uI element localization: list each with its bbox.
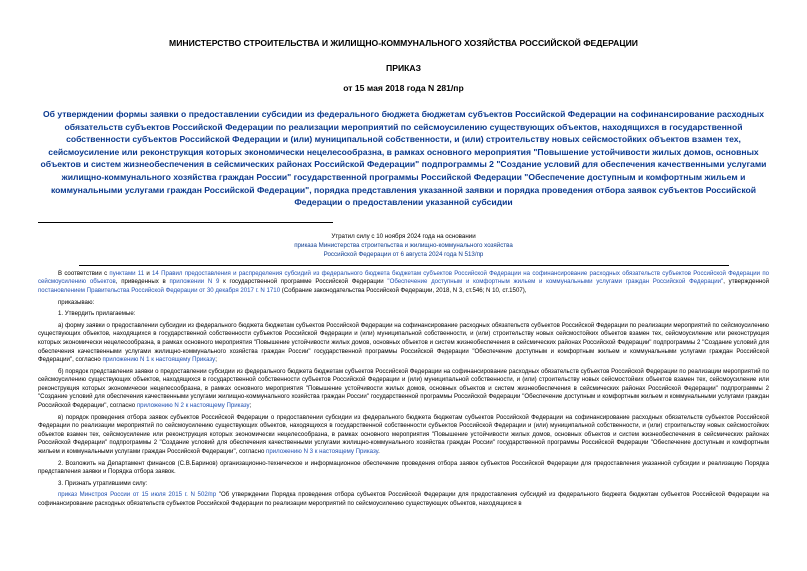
paragraph-item-v: [38, 414, 769, 457]
paragraph-item-b: [38, 368, 769, 411]
link-state-program[interactable]: "Обеспечение доступным и комфортным жильем и коммунальными услугами граждан Российской Федерации": [387, 278, 724, 286]
link-appendix-2[interactable]: приложению N 2 к настоящему Приказу: [136, 402, 250, 410]
paragraph-item-a: [38, 322, 769, 365]
text: "Об утверждении Порядка проведения отбора субъектов Российской Федерации для предоставления субсидий из федерального бюджета бюджетам субъектов Российской Федерации на софинансирование расходных обязательств субъектов Российской Федерации по реализации мероприятий по сейсмоусилению существующих объектов, находящихся в: [38, 491, 769, 507]
text: , приведенных в: [115, 278, 170, 286]
separator-line: [38, 222, 333, 223]
lapsed-line-1: Утратил силу с 10 ноября 2024 года на основании: [331, 232, 476, 240]
lapsed-notice: [38, 232, 769, 259]
ministry-heading: МИНИСТЕРСТВО СТРОИТЕЛЬСТВА И ЖИЛИЩНО-КОММУНАЛЬНОГО ХОЗЯЙСТВА РОССИЙСКОЙ ФЕДЕРАЦИИ: [169, 38, 638, 48]
text: .: [378, 448, 380, 456]
link-subsidy-rules[interactable]: Правил предоставления и распределения субсидий из федерального бюджета бюджетам субъектов Российской Федерации на софинансирование расходных обязательств субъектов Российской Федерации по сейсмоусилению объектов: [38, 269, 770, 286]
lapsed-order-date-link[interactable]: Российской Федерации от 6 августа 2024 года N 513/пр: [323, 250, 484, 258]
text: , утвержденной: [723, 278, 769, 286]
lapsed-order-link[interactable]: приказа Министерства строительства и жилищно-коммунального хозяйства: [294, 241, 513, 249]
document-title: [38, 108, 769, 209]
text: б) порядок представления заявки о предоставлении субсидии из федерального бюджета бюджетам субъектов Российской Федерации на софинансирование расходных обязательств субъектов Российской Федерации по реализации мероприятий по сейсмоусилению существующих объектов, находящихся в государственной собственности субъектов Российской Федерации и (или) муниципальной собственности, и (или) строительству новых сейсмостойких объектов взамен тех, сейсмоусиление или реконструкция которых экономически нецелесообразна, в рамках основного мероприятия "Повышение устойчивости жилых домов, основных объектов и систем жизнеобеспечения в сейсмических районах Российской Федерации" подпрограммы 2 "Создание условий для обеспечения качественными услугами жилищно-коммунального хозяйства граждан России" государственной программы Российской Федерации "Обеспечение доступным и комфортным жильем и коммунальными услугами граждан Российской Федерации", согласно: [38, 367, 769, 410]
paragraph-item-3: 3. Признать утратившими силу:: [58, 479, 148, 487]
text: ;: [215, 356, 217, 364]
title-suffix: , порядка представления указанной заявки и порядка проведения отбора заявок субъектов Российской Федерации о предоставлении указанной субсидии: [294, 184, 757, 208]
text: В соответствии с: [58, 269, 110, 277]
link-clause-11[interactable]: пунктами 11: [109, 269, 145, 277]
notice-separator-line: [79, 265, 729, 266]
document-date-number: от 15 мая 2018 года N 281/пр: [343, 83, 464, 93]
title-form-link[interactable]: формы заявки о предоставлении субсидии из федерального бюджета бюджетам субъектов Российской Федерации на софинансирование расходных обязательств субъектов Российской Федерации по реализации мероприятий по сейсмоусилению существующих объектов, находящихся в государственной собственности субъектов Российской Федерации и (или) муниципальной собственности, и (или) строительству новых сейсмостойких объектов взамен тех, сейсмоусиление или реконструкция которых экономически нецелесообразна, в рамках основного мероприятия "Повышение устойчивости жилых домов, основных объектов и систем жизнеобеспечения в сейсмических районах Российской Федерации" подпрограммы 2 "Создание условий для обеспечения качественными услугами жилищно-коммунального хозяйства граждан России" государственной программы Российской Федерации "Обеспечение доступным и комфортным жильем и коммунальными услугами граждан Российской Федерации": [40, 109, 767, 195]
paragraph-preamble: [38, 270, 769, 296]
text: ;: [249, 402, 252, 410]
title-prefix: Об утверждении: [42, 109, 116, 119]
link-appendix-1[interactable]: приложению N 1 к настоящему Приказу: [102, 356, 216, 364]
text: к государственной программе Российской Федерации: [219, 278, 388, 286]
link-appendix-9[interactable]: приложении N 9: [169, 278, 220, 286]
link-clause-14[interactable]: 14: [152, 269, 159, 277]
document-type: ПРИКАЗ: [386, 63, 421, 73]
text: и: [144, 269, 153, 277]
text: а) форму заявки о предоставлении субсидии из федерального бюджета бюджетам субъектов Российской Федерации на софинансирование расходных обязательств субъектов Российской Федерации по реализации мероприятий по сейсмоусилению существующих объектов, находящихся в государственной собственности субъектов Российской Федерации и (или) муниципальной собственности, и (или) строительству новых сейсмостойких объектов взамен тех, сейсмоусиление или реконструкция которых экономически нецелесообразна, в рамках основного мероприятия "Повышение устойчивости жилых домов, основных объектов и систем жизнеобеспечения в сейсмических районах Российской Федерации" подпрограммы 2 "Создание условий для обеспечения качественными услугами жилищно-коммунального хозяйства граждан России" государственной программы Российской Федерации "Обеспечение доступным и комфортным жильем и коммунальными услугами граждан Российской Федерации", согласно: [38, 321, 769, 364]
paragraph-order: приказываю:: [58, 298, 95, 306]
link-repealed-order[interactable]: приказ Минстроя России от 15 июля 2015 г. N 502/пр: [58, 491, 217, 499]
text: в) порядок проведения отбора заявок субъектов Российской Федерации о предоставлении субсидии из федерального бюджета бюджетам субъектов Российской Федерации на софинансирование расходных обязательств субъектов Российской Федерации по реализации мероприятий по сейсмоусилению существующих объектов, находящихся в государственной собственности субъектов Российской Федерации и (или) муниципальной собственности, и (или) строительству новых сейсмостойких объектов взамен тех, сейсмоусиление или реконструкция которых экономически нецелесообразна, в рамках основного мероприятия "Повышение устойчивости жилых домов, основных объектов и систем жизнеобеспечения в сейсмических районах Российской Федерации" подпрограммы 2 "Создание условий для обеспечения качественными услугами жилищно-коммунального хозяйства граждан России" государственной программы Российской Федерации "Обеспечение доступным и комфортным жильем и коммунальными услугами граждан Российской Федерации", согласно: [38, 413, 769, 456]
link-appendix-3[interactable]: приложению N 3 к настоящему Приказу: [266, 448, 379, 456]
text: (Собрание законодательства Российской Федерации, 2018, N 3, ст.546; N 10, ст.1507),: [280, 286, 527, 294]
paragraph-item-2: 2. Возложить на Департамент финансов (С.В.Баринов) организационно-техническое и информационное обеспечение проведения отбора заявок субъектов Российской Федерации для предоставления указанной субсидии и реализацию Порядка представления заявки и Порядка отбора заявок.: [38, 459, 769, 476]
document-body: [38, 270, 769, 509]
paragraph-repealed-order: [38, 491, 769, 508]
paragraph-approve: 1. Утвердить прилагаемые:: [58, 310, 136, 318]
link-government-decree[interactable]: постановлением Правительства Российской Федерации от 30 декабря 2017 г. N 1710: [38, 286, 281, 294]
